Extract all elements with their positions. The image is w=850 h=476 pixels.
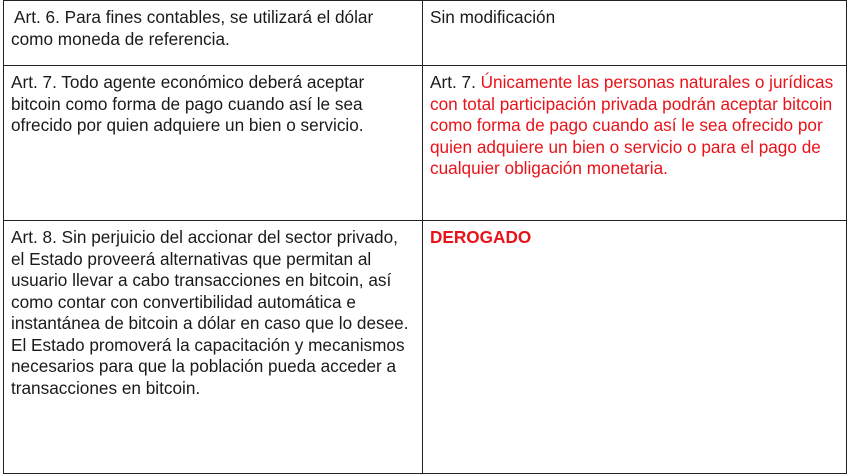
reform-article-6-text: Sin modificación — [430, 7, 556, 27]
reform-article-7-prefix: Art. 7. — [430, 72, 476, 92]
original-article-6-text: Art. 6. Para fines contables, se utilizará el dólar como moneda de referencia. — [11, 7, 374, 49]
reform-article-8-cell — [423, 221, 847, 474]
comparison-table — [3, 0, 847, 474]
original-article-6-cell — [4, 1, 423, 66]
table-row — [4, 66, 847, 221]
original-article-7-text: Art. 7. Todo agente económico deberá aceptar bitcoin como forma de pago cuando así le sea ofrecido por quien adquiere un bien o servicio. — [11, 72, 365, 135]
reform-article-7-changed-text: Únicamente las personas naturales o jurídicas con total participación privada podrán aceptar bitcoin como forma de pago cuando así le sea ofrecido por quien adquiere un bien o servicio o para el pago de cualquier obligación monetaria. — [430, 72, 834, 178]
reform-article-7-cell — [423, 66, 847, 221]
reform-article-6-cell — [423, 1, 847, 66]
original-article-7-cell — [4, 66, 423, 221]
original-article-8-text: Art. 8. Sin perjuicio del accionar del sector privado, el Estado proveerá alternativas que permitan al usuario llevar a cabo transacciones en bitcoin, así como contar con convertibilidad automática e instantánea de bitcoin a dólar en caso que lo desee. El Estado promoverá la capacitación y mecanismos necesarios para que la población pueda acceder a transacciones en bitcoin. — [11, 227, 409, 398]
derogado-label: DEROGADO — [430, 227, 532, 247]
table-row — [4, 1, 847, 66]
original-article-8-cell — [4, 221, 423, 474]
table-row — [4, 221, 847, 474]
